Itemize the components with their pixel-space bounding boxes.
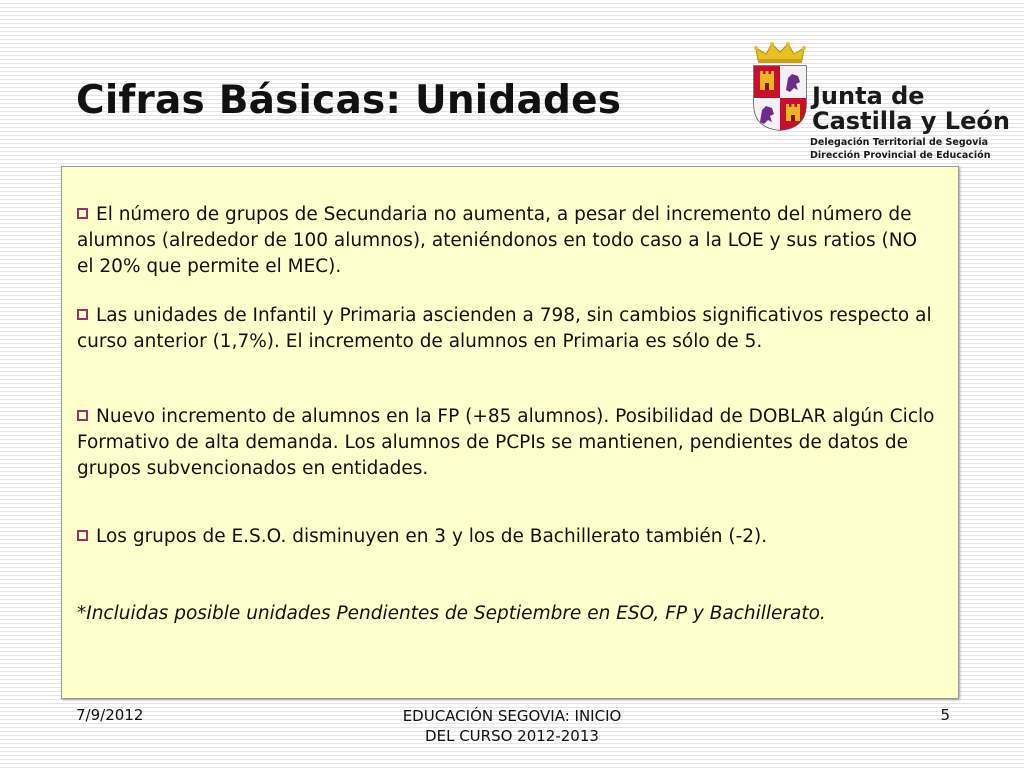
logo-delegacion: Delegación Territorial de Segovia — [810, 137, 989, 148]
coat-of-arms-icon — [752, 64, 808, 132]
square-bullet-icon — [77, 530, 88, 541]
bullet-text: El número de grupos de Secundaria no aumenta, a pesar del incremento del número de alumnos (alrededor de 100 alumnos), ateniéndonos en todo caso a la LOE y sus ratios (NO el 20% que permite el MEC). — [77, 204, 918, 277]
bullet-item — [77, 303, 937, 355]
bullet-item — [77, 202, 937, 280]
footer-title-line2: DEL CURSO 2012-2013 — [425, 727, 599, 745]
footnote: *Incluidas posible unidades Pendientes de Septiembre en ESO, FP y Bachillerato. — [77, 603, 826, 624]
logo-direccion: Dirección Provincial de Educación — [810, 150, 991, 161]
content-box — [61, 166, 959, 699]
footer-title — [362, 706, 662, 746]
bullet-text: Nuevo incremento de alumnos en la FP (+85 alumnos). Posibilidad de DOBLAR algún Ciclo Formativo de alta demanda. Los alumnos de PCPIs se mantienen, pendientes de datos de grupos subvencionados en entidades. — [77, 406, 935, 479]
logo-line1: Junta de — [812, 82, 925, 110]
square-bullet-icon — [77, 309, 88, 320]
square-bullet-icon — [77, 410, 88, 421]
bullet-item — [77, 404, 937, 482]
logo-line2: Castilla y León — [812, 107, 1010, 135]
footer-date: 7/9/2012 — [76, 706, 144, 724]
bullet-text: Los grupos de E.S.O. disminuyen en 3 y los de Bachillerato también (-2). — [96, 526, 768, 547]
bullet-text: Las unidades de Infantil y Primaria ascienden a 798, sin cambios significativos respecto al curso anterior (1,7%). El incremento de alumnos en Primaria es sólo de 5. — [77, 305, 932, 352]
square-bullet-icon — [77, 208, 88, 219]
slide-title: Cifras Básicas: Unidades — [76, 78, 622, 123]
footer-title-line1: EDUCACIÓN SEGOVIA: INICIO — [402, 707, 622, 725]
bullet-item — [77, 524, 937, 550]
page-number: 5 — [940, 706, 950, 724]
junta-castilla-leon-logo — [752, 42, 1014, 166]
crown-icon — [754, 42, 806, 64]
